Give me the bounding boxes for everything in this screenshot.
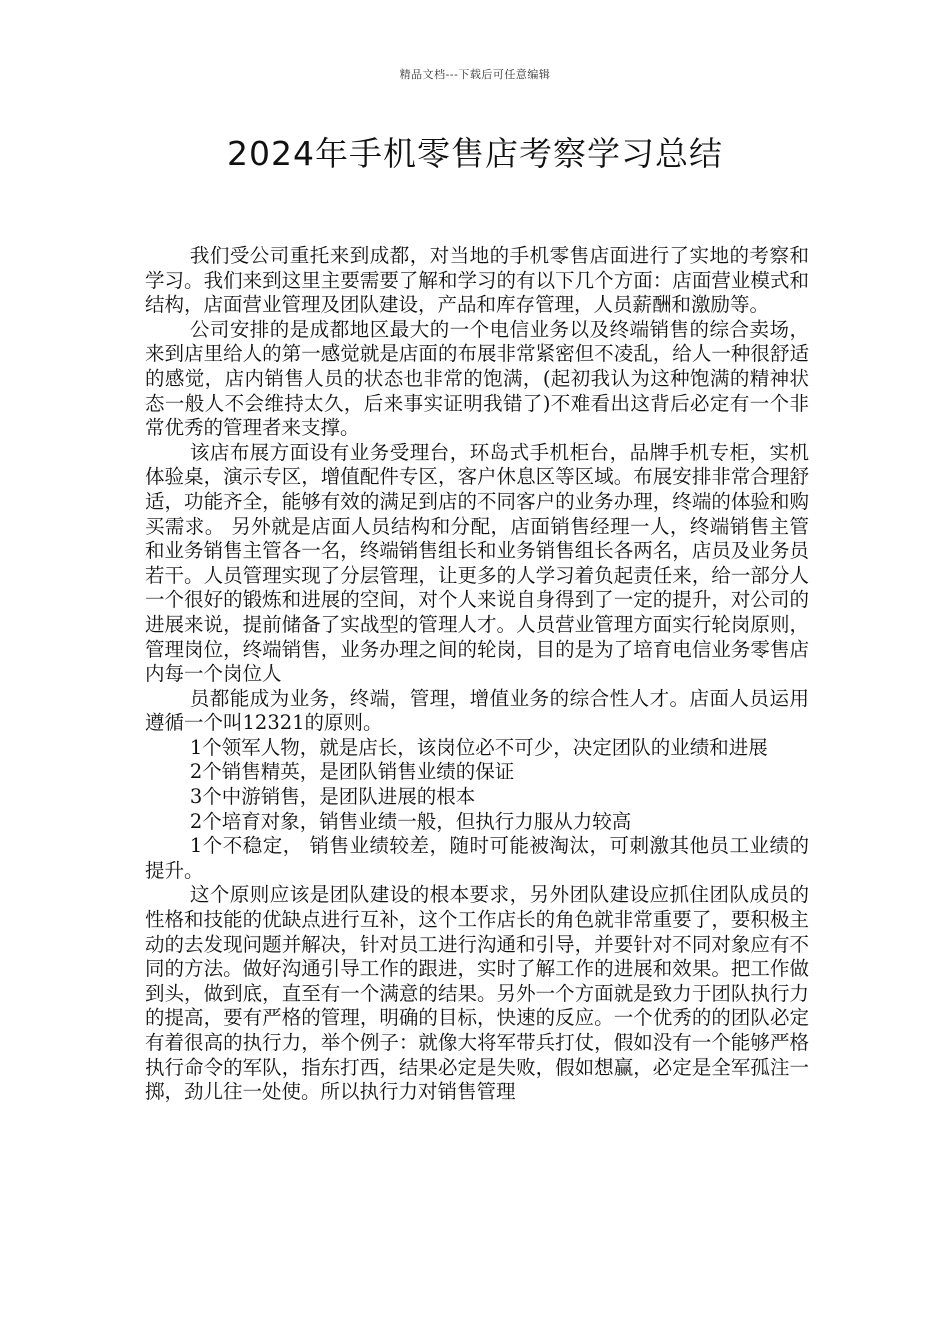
document-body [145,244,809,1105]
page-header-note: 精品文档---下载后可任意编辑 [399,68,551,81]
paragraph: 该店布展方面设有业务受理台，环岛式手机柜台，品牌手机专柜，实机体验桌，演示专区，增值配件专区，客户休息区等区域。布展安排非常合理舒适，功能齐全，能够有效的满足到店的不同客户的业务办理，终端的体验和购买需求。 另外就是店面人员结构和分配，店面销售经理一人，终端销售主管和业务销售主管各一名，终端销售组长和业务销售组长各两名，店员及业务员若干。人员管理实现了分层管理，让更多的人学习着负起责任来，给一部分人一个很好的锻炼和进展的空间，对个人来说自身得到了一定的提升，对公司的进展来说，提前储备了实战型的管理人才。人员营业管理方面实行轮岗原则，管理岗位，终端销售，业务办理之间的轮岗，目的是为了培育电信业务零售店内每一个岗位人 [145,440,809,686]
paragraph: 1个不稳定， 销售业绩较差，随时可能被淘汰，可刺激其他员工业绩的提升。 [145,834,809,882]
paragraph: 员都能成为业务，终端，管理，增值业务的综合性人才。店面人员运用遵循一个叫12321的原则。 [145,686,809,735]
paragraph: 1个领军人物，就是店长，该岗位必不可少，决定团队的业绩和进展 [189,735,768,759]
paragraph: 我们受公司重托来到成都，对当地的手机零售店面进行了实地的考察和学习。我们来到这里主要需要了解和学习的有以下几个方面：店面营业模式和结构，店面营业管理及团队建设，产品和库存管理，人员薪酬和激励等。 [145,244,809,317]
document-title: 2024年手机零售店考察学习总结 [227,134,723,173]
paragraph: 2个培育对象，销售业绩一般，但执行力服从力较高 [189,809,632,833]
paragraph: 这个原则应该是团队建设的根本要求，另外团队建设应抓住团队成员的性格和技能的优缺点进行互补，这个工作店长的角色就非常重要了，要积极主动的去发现问题并解决，针对员工进行沟通和引导，并要针对不同对象应有不同的方法。做好沟通引导工作的跟进，实时了解工作的进展和效果。把工作做到头，做到底，直至有一个满意的结果。另外一个方面就是致力于团队执行力的提高，要有严格的管理，明确的目标，快速的反应。一个优秀的的团队必定有着很高的执行力，举个例子：就像大将军带兵打仗，假如没有一个能够严格执行命令的军队，指东打西，结果必定是失败，假如想赢，必定是全军孤注一掷，劲儿往一处使。所以执行力对销售管理 [145,883,809,1104]
paragraph: 公司安排的是成都地区最大的一个电信业务以及终端销售的综合卖场，来到店里给人的第一感觉就是店面的布展非常紧密但不凌乱，给人一种很舒适的感觉，店内销售人员的状态也非常的饱满，(起初我认为这种饱满的精神状态一般人不会维持太久，后来事实证明我错了)不难看出这背后必定有一个非常优秀的管理者来支撑。 [145,317,809,440]
paragraph: 3个中游销售，是团队进展的根本 [189,785,476,809]
paragraph: 2个销售精英，是团队销售业绩的保证 [189,760,515,784]
